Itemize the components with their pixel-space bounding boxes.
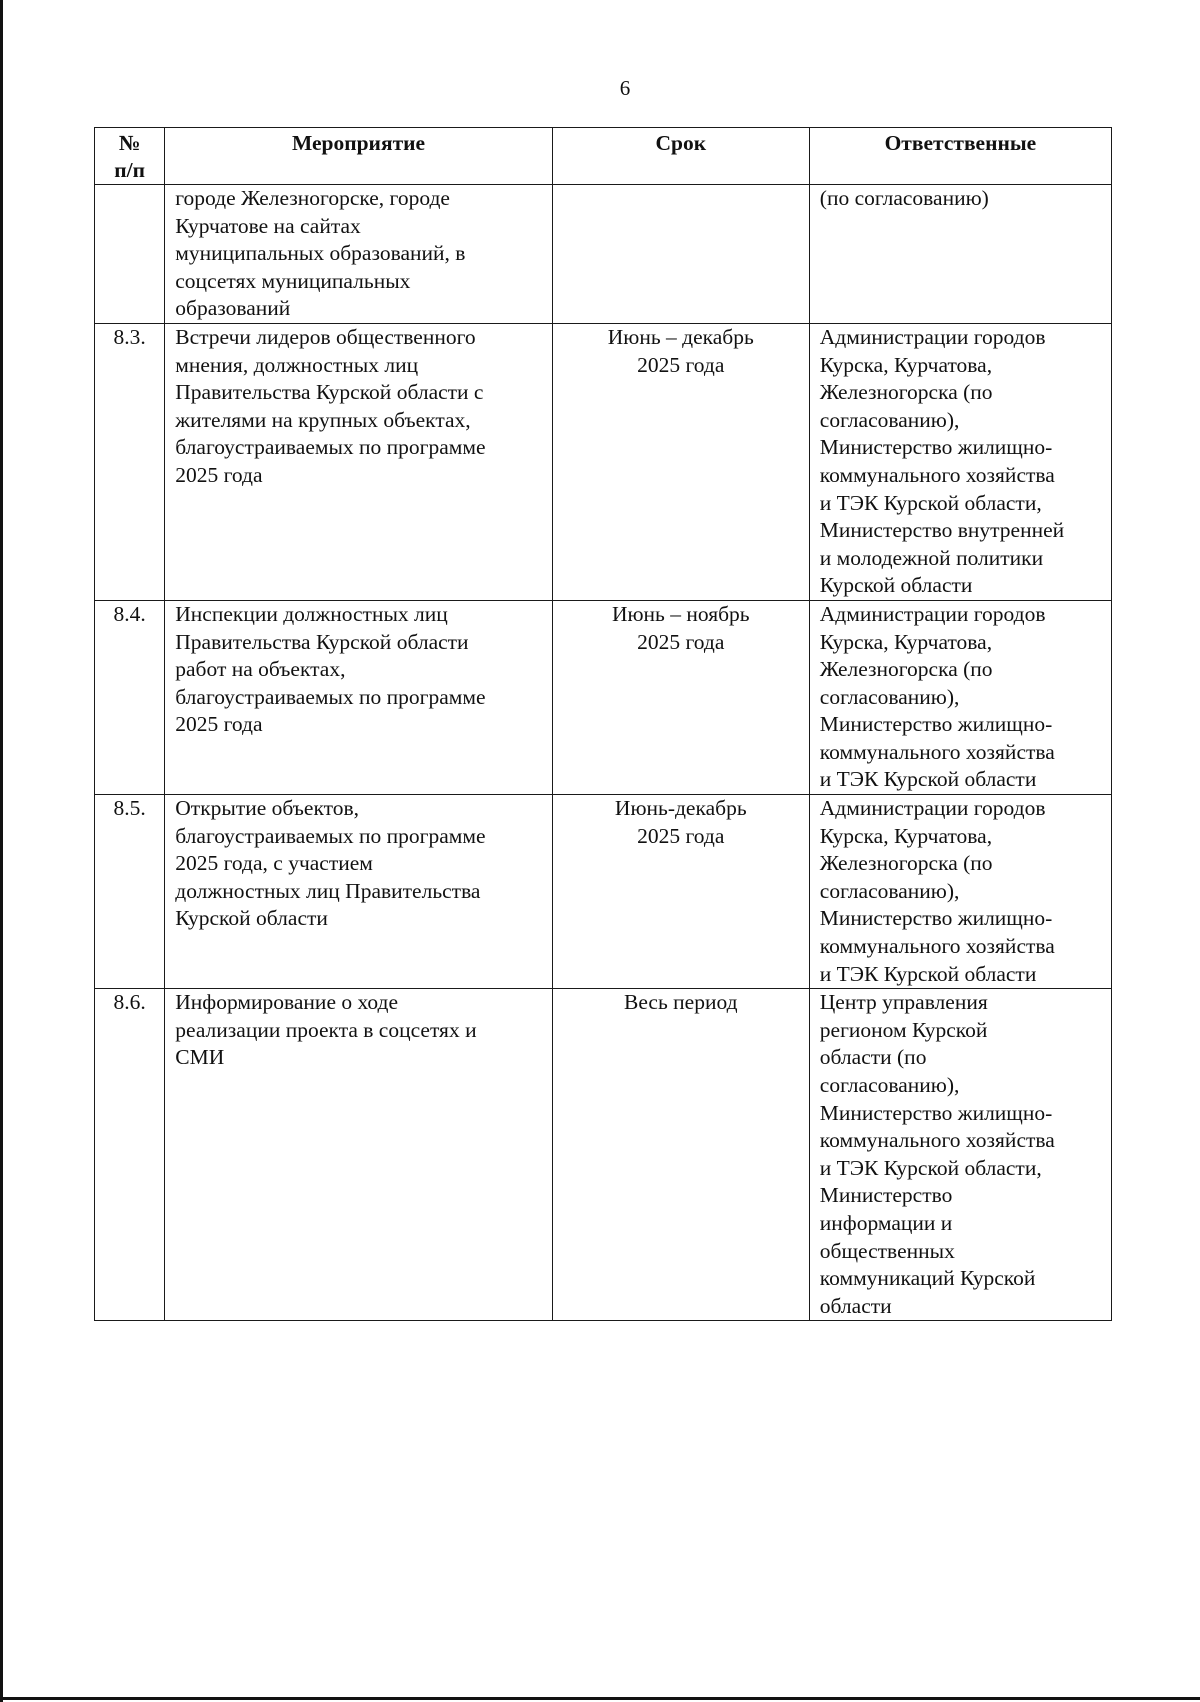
header-term (552, 128, 809, 185)
row-num: 8.4. (113, 601, 146, 626)
row-term: Июнь – декабрь 2025 года (607, 324, 754, 377)
row-term: Июнь – ноябрь 2025 года (611, 601, 750, 654)
row-responsible: Администрации городов Курска, Курчатова, Железногорска (по согласованию), Министерство жилищно- коммунального хозяйства и ТЭК Курской области (819, 796, 1055, 986)
table-row (95, 185, 1112, 324)
row-term-cell (552, 600, 809, 794)
row-responsible-cell (809, 185, 1111, 324)
row-event-cell (165, 600, 553, 794)
header-event-label: Мероприятие (291, 131, 426, 155)
page-number: 6 (619, 76, 631, 100)
row-num-cell (95, 323, 165, 600)
row-responsible-cell (809, 323, 1111, 600)
row-event: Инспекции должностных лиц Правительства Курской области работ на объектах, благоустраиваемых по программе 2025 года (175, 601, 486, 737)
header-term-label: Срок (655, 131, 707, 155)
row-event: городе Железногорске, городе Курчатове на сайтах муниципальных образований, в соцсетях муниципальных образований (175, 186, 466, 321)
scan-frame-left (0, 0, 3, 1702)
row-num: 8.5. (113, 796, 146, 821)
row-event-cell (165, 323, 553, 600)
row-event: Информирование о ходе реализации проекта в соцсетях и СМИ (175, 990, 477, 1070)
header-responsible (809, 128, 1111, 185)
row-term: Весь период (624, 990, 738, 1015)
row-event-cell (165, 989, 553, 1321)
table-row (95, 600, 1112, 794)
row-event-cell (165, 185, 553, 324)
row-term-cell (552, 185, 809, 324)
row-responsible-cell (809, 795, 1111, 989)
table-row (95, 795, 1112, 989)
row-event: Встречи лидеров общественного мнения, должностных лиц Правительства Курской области с жителями на крупных объектах, благоустраиваемых по программе 2025 года (175, 324, 486, 487)
row-event: Открытие объектов, благоустраиваемых по программе 2025 года, с участием должностных лиц Правительства Курской области (175, 796, 486, 931)
row-term-cell (552, 795, 809, 989)
row-responsible: (по согласованию) (819, 186, 989, 210)
header-num-label: № п/п (114, 131, 145, 182)
row-responsible: Администрации городов Курска, Курчатова, Железногорска (по согласованию), Министерство жилищно- коммунального хозяйства и ТЭК Курской области, Министерство внутренней и молодежной политики Курской области (819, 324, 1065, 598)
table-header-row (95, 128, 1112, 185)
header-event (165, 128, 553, 185)
row-term-cell (552, 989, 809, 1321)
events-table (94, 127, 1112, 1321)
scan-frame-bottom (0, 1697, 1200, 1700)
row-term-cell (552, 323, 809, 600)
row-responsible-cell (809, 989, 1111, 1321)
row-responsible-cell (809, 600, 1111, 794)
row-num-cell (95, 185, 165, 324)
row-num-cell (95, 795, 165, 989)
table-row (95, 989, 1112, 1321)
header-responsible-label: Ответственные (884, 131, 1037, 155)
row-term: Июнь-декабрь 2025 года (614, 796, 747, 848)
row-event-cell (165, 795, 553, 989)
row-num-cell (95, 600, 165, 794)
header-num (95, 128, 165, 185)
row-num: 8.6. (113, 990, 146, 1015)
table-row (95, 323, 1112, 600)
row-responsible: Администрации городов Курска, Курчатова, Железногорска (по согласованию), Министерство жилищно- коммунального хозяйства и ТЭК Курской области (819, 601, 1055, 792)
row-responsible: Центр управления регионом Курской области (по согласованию), Министерство жилищно- коммунального хозяйства и ТЭК Курской области, Министерство информации и общественных коммуникаций Курской области (819, 990, 1055, 1318)
row-num: 8.3. (113, 324, 146, 349)
row-num-cell (95, 989, 165, 1321)
